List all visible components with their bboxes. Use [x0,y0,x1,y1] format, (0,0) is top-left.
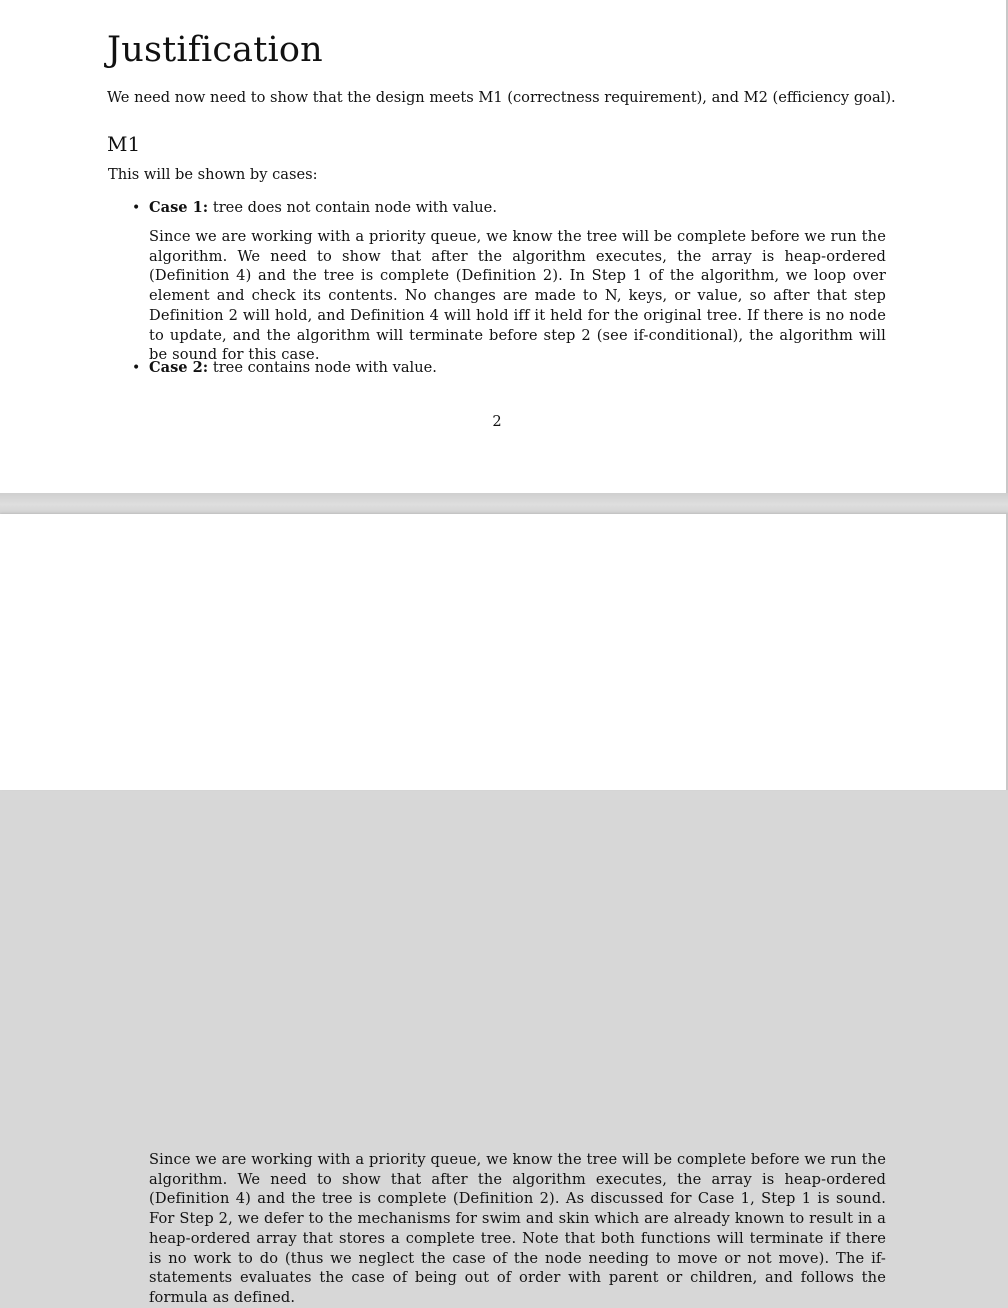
cases-lead: This will be shown by cases: [108,166,318,183]
case-1-label: Case 1: [149,199,209,216]
case-1-text: tree does not contain node with value. [212,199,497,216]
page-separator [0,493,1008,514]
document-page [0,0,1008,493]
next-document-page [0,514,1008,1306]
section-heading: Justification [107,30,323,70]
case-2-text: tree contains node with value. [212,359,437,376]
bullet-icon: • [132,360,141,376]
case-1-paragraph: Since we are working with a priority queue, we know the tree will be complete before we run the algorithm. We need to show that after the algorithm executes, the array is heap-ordered (Definition 4) and the tree is complete (Definition 2). In Step 1 of the algorithm, we loop over element and check its contents. No changes are made to N, keys, or value, so after that step Definition 2 will hold, and Definition 4 will hold iff it held for the original tree. If there is no node to update, and the algorithm will terminate before step 2 (see if-conditional), the algorithm will be sound for this case. [149,228,886,364]
case-2-item [132,358,437,378]
case-2-label: Case 2: [149,359,209,376]
case-2-paragraph: Since we are working with a priority queue, we know the tree will be complete before we run the algorithm. We need to show that after the algorithm executes, the array is heap-ordered (Definition 4) and the tree is complete (Definition 2). As discussed for Case 1, Step 1 is sound. For Step 2, we defer to the mechanisms for swim and skin which are already known to result in a heap-ordered array that stores a complete tree. Note that both functions will terminate if there is no work to do (thus we neglect the case of the node needing to move or not move). The if-statements evaluates the case of being out of order with parent or children, and follows the formula as defined. [149,1151,886,1306]
page-number: 2 [492,413,502,430]
case-1-item [132,198,497,218]
subsection-heading: M1 [107,132,141,156]
bullet-icon: • [132,200,141,216]
intro-paragraph: We need now need to show that the design meets M1 (correctness requirement), and M2 (efficiency goal). [107,89,896,106]
